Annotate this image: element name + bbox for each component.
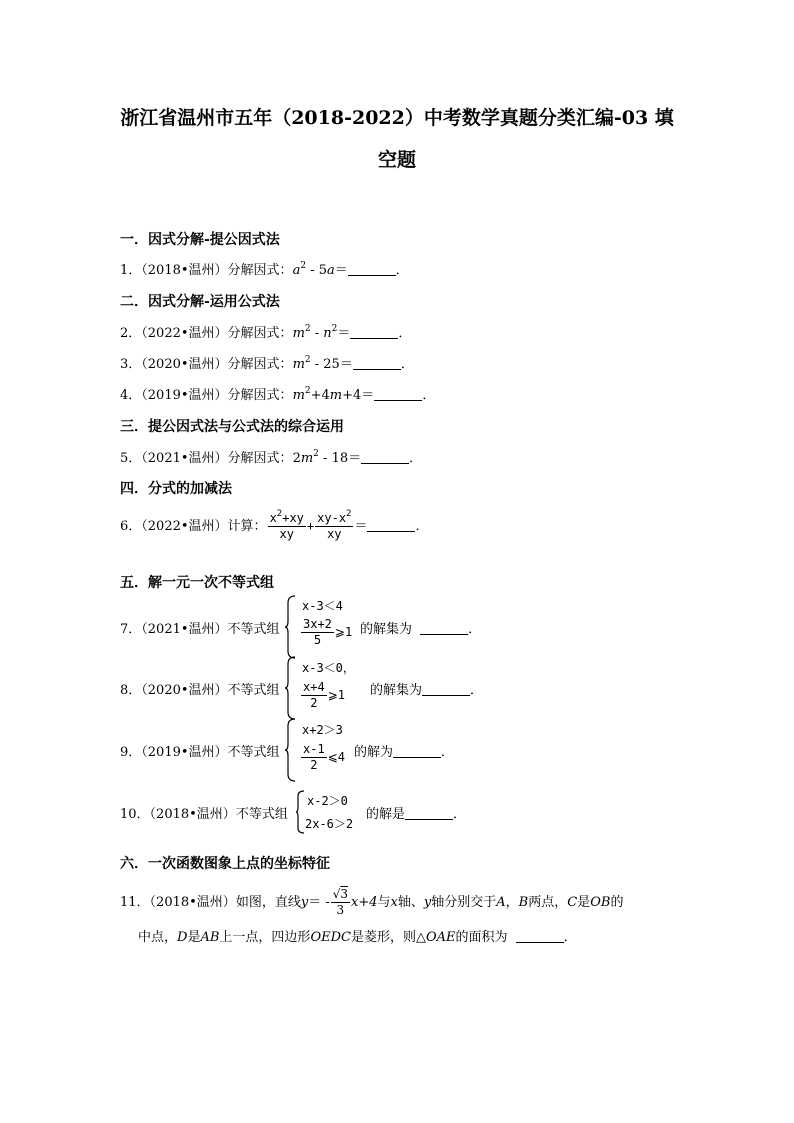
system-line-1: x-3＜0， — [302, 661, 355, 675]
question-11-line2: 中点，D是AB上一点，四边形OEDC是菱形，则△OAE的面积为 ． — [138, 930, 577, 945]
answer-blank[interactable] — [361, 450, 409, 464]
fraction: $\frac{√3}{3}$ — [332, 887, 349, 917]
question-8-tail: 的解集为 ． — [370, 683, 484, 698]
answer-blank[interactable] — [353, 356, 401, 370]
answer-blank[interactable] — [374, 387, 422, 401]
answer-blank[interactable] — [350, 325, 398, 339]
fraction: $\frac{xy-x^2}{xy}$ — [317, 509, 352, 541]
section-heading: 五．解一元一次不等式组 — [120, 575, 274, 591]
question-5: 5．（2021•温州）分解因式：$2m^2 - 18=$ ． — [120, 449, 423, 466]
section-heading: 三．提公因式法与公式法的综合运用 — [120, 419, 344, 435]
brace-icon — [284, 656, 296, 720]
question-3: 3．（2020•温州）分解因式：$m^2 - 25=$ ． — [120, 355, 414, 372]
question-7: 7．（2021•温州）不等式组 — [120, 622, 280, 637]
system-line-2: $\frac{3x+2}{5}$ ⩾1 — [303, 617, 353, 647]
system-line-2: $\frac{x-1}{2}$ ⩽4 — [303, 742, 345, 772]
question-7-tail: 的解集为 ． — [360, 622, 482, 637]
answer-blank[interactable] — [516, 929, 564, 943]
section-heading: 二．因式分解-运用公式法 — [120, 294, 280, 310]
question-4: 4．（2019•温州）分解因式：$m^2+4m+4=$ ． — [120, 386, 436, 403]
system-line-2: $\frac{x+4}{2}$ ⩾1 — [303, 680, 345, 710]
question-11: 11．（2018•温州）如图，直线y＝ - $\frac{√3}{3}$ x+4与x轴、y轴分别交于A，B两点，C是OB的 — [120, 887, 624, 917]
question-6: 6．（2022•温州）计算： $\frac{x^2+xy}{xy}$ + $\frac{xy-x^2}{xy}$ ＝ ． — [120, 509, 429, 541]
question-10-tail: 的解是 ． — [366, 807, 467, 822]
section-heading: 一．因式分解-提公因式法 — [120, 232, 280, 248]
answer-blank[interactable] — [348, 262, 396, 276]
brace-icon — [284, 718, 296, 782]
system-line-1: x-2＞0 — [307, 794, 348, 808]
system-line-1: x-3＜4 — [302, 599, 343, 613]
answer-blank[interactable] — [393, 744, 441, 758]
answer-blank[interactable] — [422, 682, 470, 696]
sqrt-icon: √ — [332, 887, 341, 901]
answer-blank[interactable] — [405, 806, 453, 820]
page-title-line2: 空题 — [377, 149, 416, 171]
question-10: 10．（2018•温州）不等式组 — [120, 807, 288, 822]
fraction: $\frac{x^2+xy}{xy}$ — [269, 509, 304, 541]
question-1: 1．（2018•温州）分解因式：$a^2 - 5a=$ ． — [120, 261, 409, 278]
brace-icon — [295, 790, 305, 834]
question-2: 2．（2022•温州）分解因式：$m^2 - n^2=$ ． — [120, 324, 412, 341]
question-9-tail: 的解为 ． — [354, 745, 455, 760]
question-8: 8．（2020•温州）不等式组 — [120, 683, 280, 698]
question-9: 9．（2019•温州）不等式组 — [120, 745, 280, 760]
answer-blank[interactable] — [420, 621, 468, 635]
section-heading: 四．分式的加减法 — [120, 481, 232, 497]
brace-icon — [284, 595, 296, 659]
system-line-1: x+2＞3 — [302, 723, 343, 737]
answer-blank[interactable] — [367, 518, 415, 532]
page-title: 浙江省温州市五年（2018-2022）中考数学真题分类汇编-03 填 — [120, 107, 674, 129]
section-heading: 六．一次函数图象上点的坐标特征 — [120, 856, 330, 872]
system-line-2: 2x-6＞2 — [305, 817, 354, 831]
